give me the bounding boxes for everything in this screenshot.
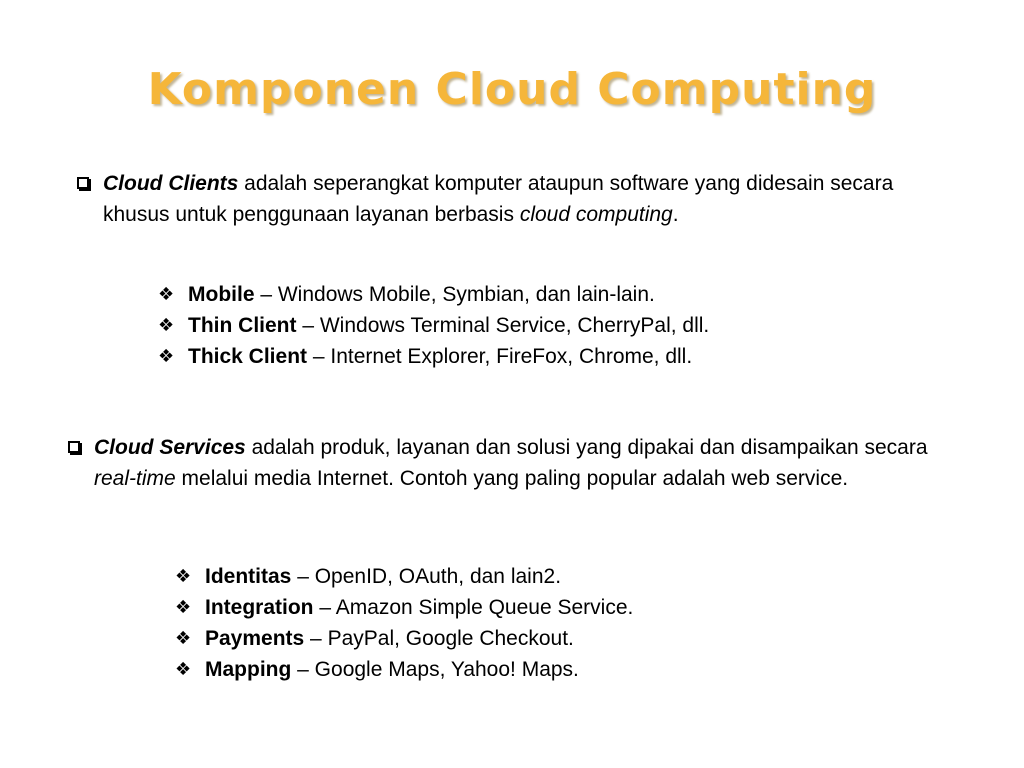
list-item-desc: – Windows Mobile, Symbian, dan lain-lain.: [254, 283, 655, 306]
list-item-desc: – PayPal, Google Checkout.: [304, 627, 574, 650]
list-item: [175, 623, 633, 654]
list-item-key: Thin Client: [188, 314, 297, 337]
four-diamond-icon: ❖: [158, 346, 175, 367]
list-item-key: Payments: [205, 627, 305, 650]
cloud-clients-term: Cloud Clients: [103, 172, 239, 195]
list-item-key: Thick Client: [188, 345, 308, 368]
four-diamond-icon: ❖: [158, 315, 175, 336]
cloud-services-term: Cloud Services: [94, 436, 246, 459]
cloud-clients-text-end: .: [672, 203, 679, 226]
list-item-desc: – Internet Explorer, FireFox, Chrome, dll.: [307, 345, 693, 368]
list-item-key: Mapping: [205, 658, 292, 681]
list-item-desc: – Google Maps, Yahoo! Maps.: [291, 658, 579, 681]
four-diamond-icon: ❖: [175, 659, 192, 680]
list-item: [175, 592, 634, 623]
list-item: [158, 310, 710, 341]
list-item: [158, 279, 709, 310]
list-item-desc: – OpenID, OAuth, dan lain2.: [291, 565, 562, 588]
four-diamond-icon: ❖: [175, 628, 192, 649]
cloud-services-list: [175, 561, 634, 685]
list-item-key: Mobile: [188, 283, 255, 306]
four-diamond-icon: ❖: [175, 566, 192, 587]
cloud-services-emphasis: real-time: [94, 467, 176, 490]
list-item: [175, 561, 633, 592]
cloud-clients-emphasis: cloud computing: [519, 203, 673, 226]
list-item-desc: – Windows Terminal Service, CherryPal, dll.: [296, 314, 710, 337]
cloud-services-text-end: melalui media Internet. Contoh yang paling popular adalah web service.: [175, 467, 849, 490]
cloud-clients-paragraph: [103, 168, 923, 230]
four-diamond-icon: ❖: [158, 284, 175, 305]
list-item-key: Integration: [205, 596, 314, 619]
cloud-clients-text: adalah seperangkat komputer ataupun software yang didesain secara khusus untuk penggunaan layanan berbasis: [103, 172, 894, 226]
list-item-desc: – Amazon Simple Queue Service.: [313, 596, 634, 619]
checkbox-icon: [68, 441, 80, 453]
four-diamond-icon: ❖: [175, 597, 192, 618]
cloud-services-paragraph: [94, 432, 954, 494]
list-item-key: Identitas: [205, 565, 292, 588]
list-item: [158, 341, 709, 372]
checkbox-icon: [77, 177, 89, 189]
list-item: [175, 654, 633, 685]
slide-title: Komponen Cloud Computing: [147, 64, 877, 115]
cloud-clients-list: [158, 279, 710, 372]
cloud-services-text: adalah produk, layanan dan solusi yang dipakai dan disampaikan secara: [245, 436, 928, 459]
